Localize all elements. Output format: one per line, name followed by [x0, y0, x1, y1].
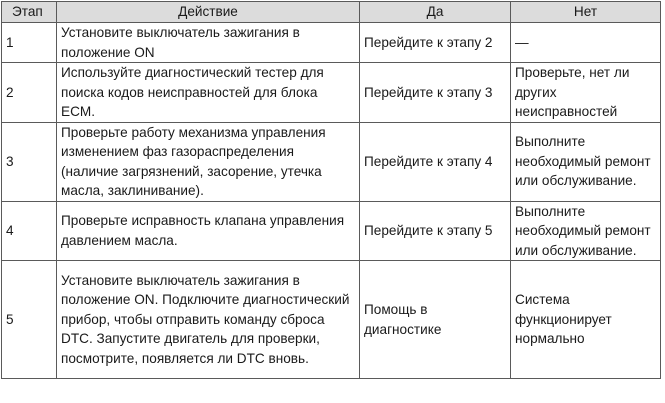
table-row: [2, 201, 661, 261]
table-row: [2, 63, 661, 123]
step-number: 2: [2, 63, 57, 123]
no-result: Проверьте, нет ли других неисправностей: [511, 63, 661, 123]
no-result: —: [511, 23, 661, 63]
step-number: 4: [2, 201, 57, 261]
table-row: [2, 122, 661, 201]
action-text: Установите выключатель зажигания в положение ON: [57, 23, 360, 63]
table-row: [2, 261, 661, 379]
yes-result: Перейдите к этапу 2: [360, 23, 511, 63]
action-text: Используйте диагностический тестер для поиска кодов неисправностей для блока ECM.: [57, 63, 360, 123]
step-number: 3: [2, 122, 57, 201]
no-result: Система функционирует нормально: [511, 261, 661, 379]
no-result: Выполните необходимый ремонт или обслуживание.: [511, 201, 661, 261]
action-text: Проверьте работу механизма управления изменением фаз газораспределения (наличие загрязнений, засорение, утечка масла, заклинивание).: [57, 122, 360, 201]
yes-result: Перейдите к этапу 4: [360, 122, 511, 201]
table-row: [2, 23, 661, 63]
header-no: Нет: [511, 2, 661, 23]
yes-result: Помощь в диагностике: [360, 261, 511, 379]
step-number: 5: [2, 261, 57, 379]
action-text: Проверьте исправность клапана управления давлением масла.: [57, 201, 360, 261]
header-step: Этап: [2, 2, 57, 23]
table-header-row: [2, 2, 661, 23]
diagnostic-steps-table: [1, 1, 661, 379]
yes-result: Перейдите к этапу 5: [360, 201, 511, 261]
no-result: Выполните необходимый ремонт или обслуживание.: [511, 122, 661, 201]
header-yes: Да: [360, 2, 511, 23]
header-action: Действие: [57, 2, 360, 23]
step-number: 1: [2, 23, 57, 63]
yes-result: Перейдите к этапу 3: [360, 63, 511, 123]
action-text: Установите выключатель зажигания в положение ON. Подключите диагностический прибор, чтобы отправить команду сброса DTC. Запустите двигатель для проверки, посмотрите, появляется ли DTC вновь.: [57, 261, 360, 379]
